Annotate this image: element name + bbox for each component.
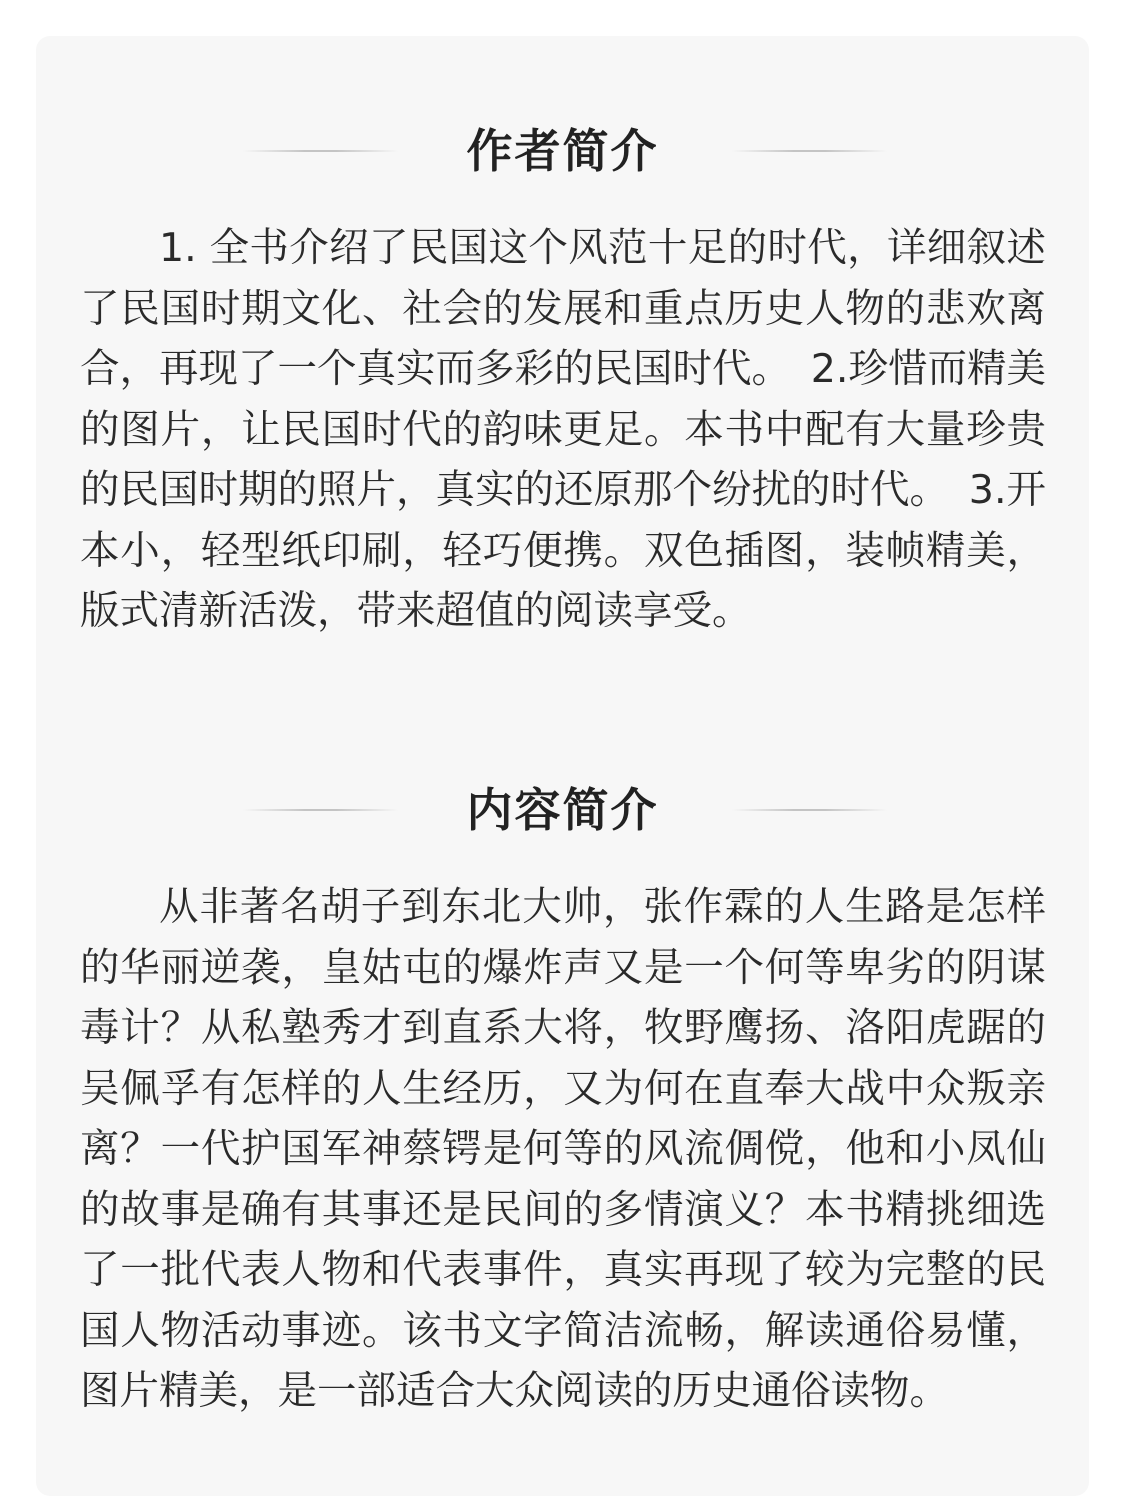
author-section-title: 作者简介: [466, 124, 659, 178]
content-section-title: 内容简介: [466, 783, 659, 837]
content-section-header: [36, 775, 1089, 845]
header-divider-right: [732, 809, 887, 811]
author-section-header: [36, 116, 1089, 186]
content-intro-text: 从非著名胡子到东北大帅，张作霖的人生路是怎样的华丽逆袭，皇姑屯的爆炸声又是一个何等卑劣的阴谋毒计？从私塾秀才到直系大将，牧野鹰扬、洛阳虎踞的吴佩孚有怎样的人生经历，又为何在直奉大战中众叛亲离？一代护国军神蔡锷是何等的风流倜傥，他和小凤仙的故事是确有其事还是民间的多情演义？本书精挑细选了一批代表人物和代表事件，真实再现了较为完整的民国人物活动事迹。该书文字简洁流畅，解读通俗易懂，图片精美，是一部适合大众阅读的历史通俗读物。: [80, 884, 1046, 1414]
header-divider-right: [732, 150, 887, 152]
book-intro-card: [36, 36, 1089, 1496]
author-intro-text: 1. 全书介绍了民国这个风范十足的时代，详细叙述了民国时期文化、社会的发展和重点历史人物的悲欢离合，再现了一个真实而多彩的民国时代。 2.珍惜而精美的图片，让民国时代的韵味更足。本书中配有大量珍贵的民国时期的照片，真实的还原那个纷扰的时代。 3.开本小，轻型纸印刷，轻巧便携。双色插图，装帧精美，版式清新活泼，带来超值的阅读享受。: [80, 225, 1046, 634]
